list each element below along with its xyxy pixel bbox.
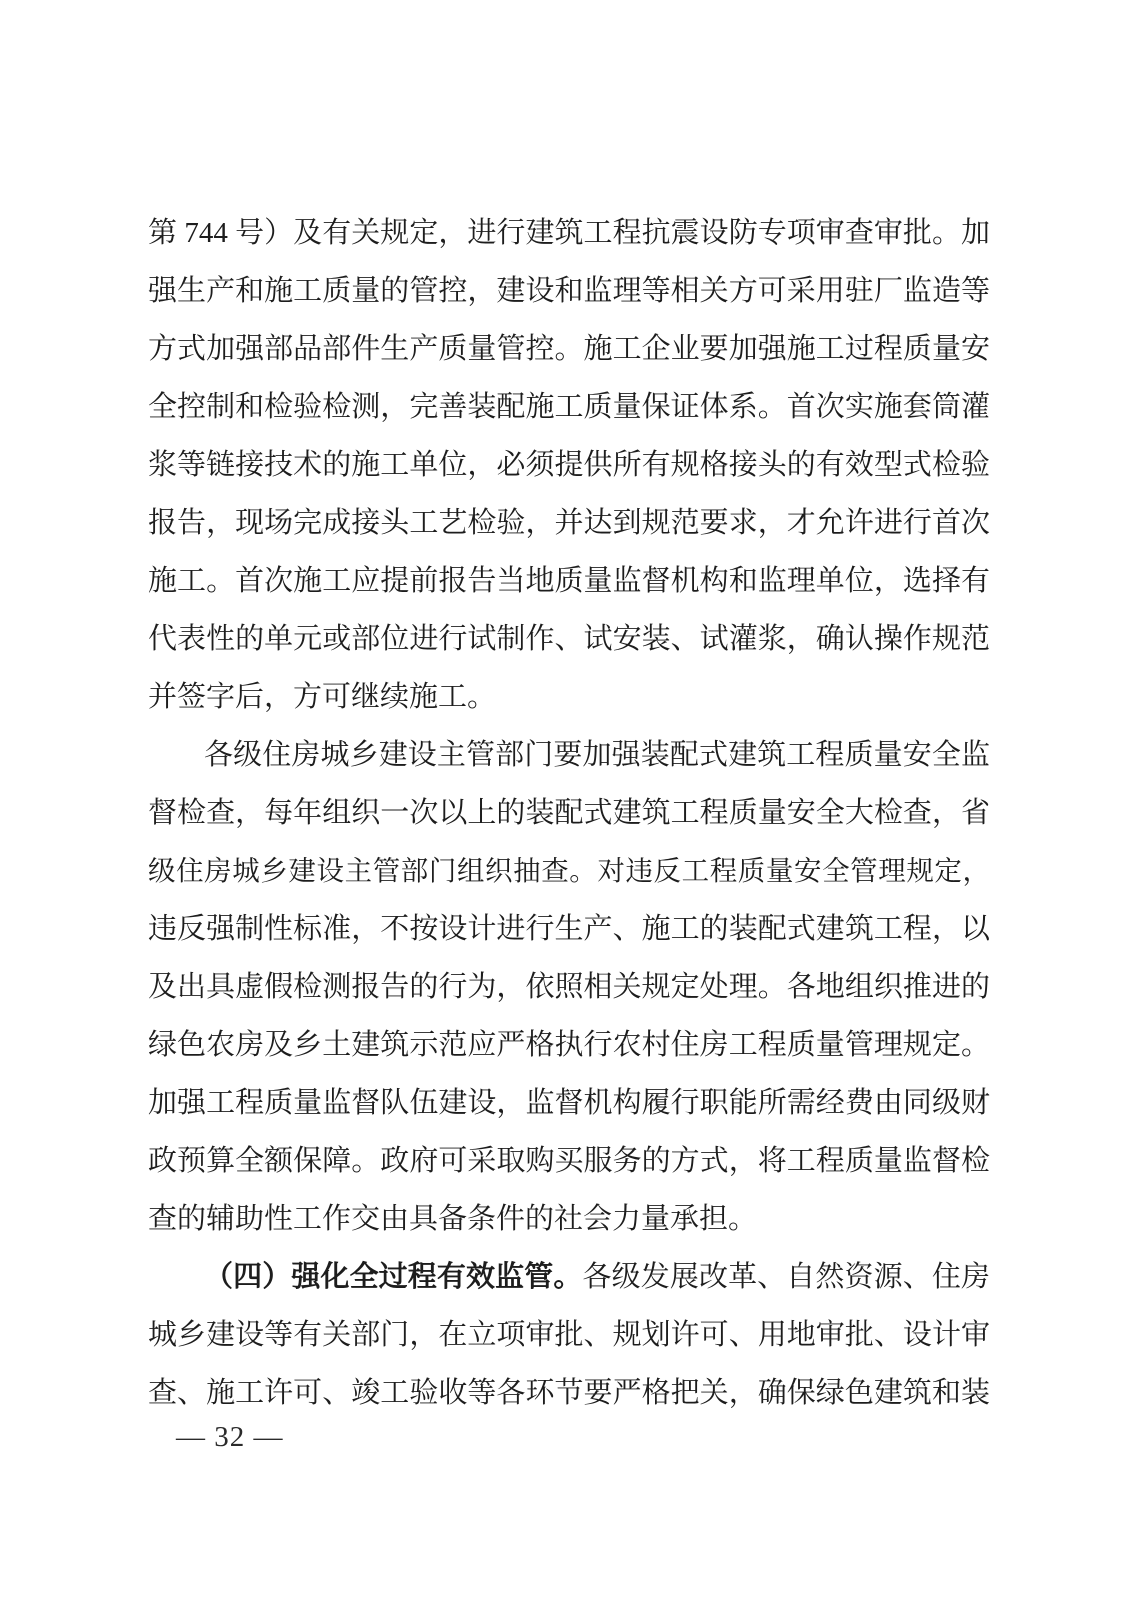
text-line: 查、施工许可、竣工验收等各环节要严格把关，确保绿色建筑和装 (148, 1377, 990, 1409)
text-line: 督检查，每年组织一次以上的装配式建筑工程质量安全大检查，省 (148, 797, 990, 829)
text-run: 各级发展改革、自然资源、住房 (582, 1261, 990, 1293)
text-line: 并签字后，方可继续施工。 (148, 681, 497, 713)
text-line: 查的辅助性工作交由具备条件的社会力量承担。 (148, 1203, 758, 1235)
text-line: 报告，现场完成接头工艺检验，并达到规范要求，才允许进行首次 (148, 507, 990, 539)
text-block (148, 204, 990, 1422)
text-line: 代表性的单元或部位进行试制作、试安装、试灌浆，确认操作规范 (148, 623, 990, 655)
text-line: 城乡建设等有关部门，在立项审批、规划许可、用地审批、设计审 (148, 1319, 990, 1351)
paragraph-supervision (148, 726, 990, 1248)
text-line: 强生产和施工质量的管控，建设和监理等相关方可采用驻厂监造等 (148, 275, 990, 307)
text-line (148, 1248, 990, 1306)
text-line: 方式加强部品部件生产质量管控。施工企业要加强施工过程质量安 (148, 333, 990, 365)
text-line: 绿色农房及乡土建筑示范应严格执行农村住房工程质量管理规定。 (148, 1029, 990, 1061)
paragraph-continuation (148, 204, 990, 726)
text-line: 级住房城乡建设主管部门组织抽查。对违反工程质量安全管理规定， (148, 855, 990, 886)
text-line: 及出具虚假检测报告的行为，依照相关规定处理。各地组织推进的 (148, 971, 990, 1003)
text-line: 施工。首次施工应提前报告当地质量监督机构和监理单位，选择有 (148, 565, 990, 597)
section-heading: （四）强化全过程有效监管。 (204, 1261, 583, 1293)
text-line: 违反强制性标准，不按设计进行生产、施工的装配式建筑工程，以 (148, 913, 990, 945)
text-line: 第 744 号）及有关规定，进行建筑工程抗震设防专项审查审批。加 (148, 217, 990, 249)
text-line: 加强工程质量监督队伍建设，监督机构履行职能所需经费由同级财 (148, 1087, 990, 1119)
text-line: 浆等链接技术的施工单位，必须提供所有规格接头的有效型式检验 (148, 449, 990, 481)
paragraph-section-4 (148, 1248, 990, 1422)
text-line: 各级住房城乡建设主管部门要加强装配式建筑工程质量安全监 (204, 739, 990, 771)
text-line: 政预算全额保障。政府可采取购买服务的方式，将工程质量监督检 (148, 1145, 990, 1177)
footer-page-number: — 32 — (176, 1421, 284, 1453)
text-line: 全控制和检验检测，完善装配施工质量保证体系。首次实施套筒灌 (148, 391, 990, 423)
